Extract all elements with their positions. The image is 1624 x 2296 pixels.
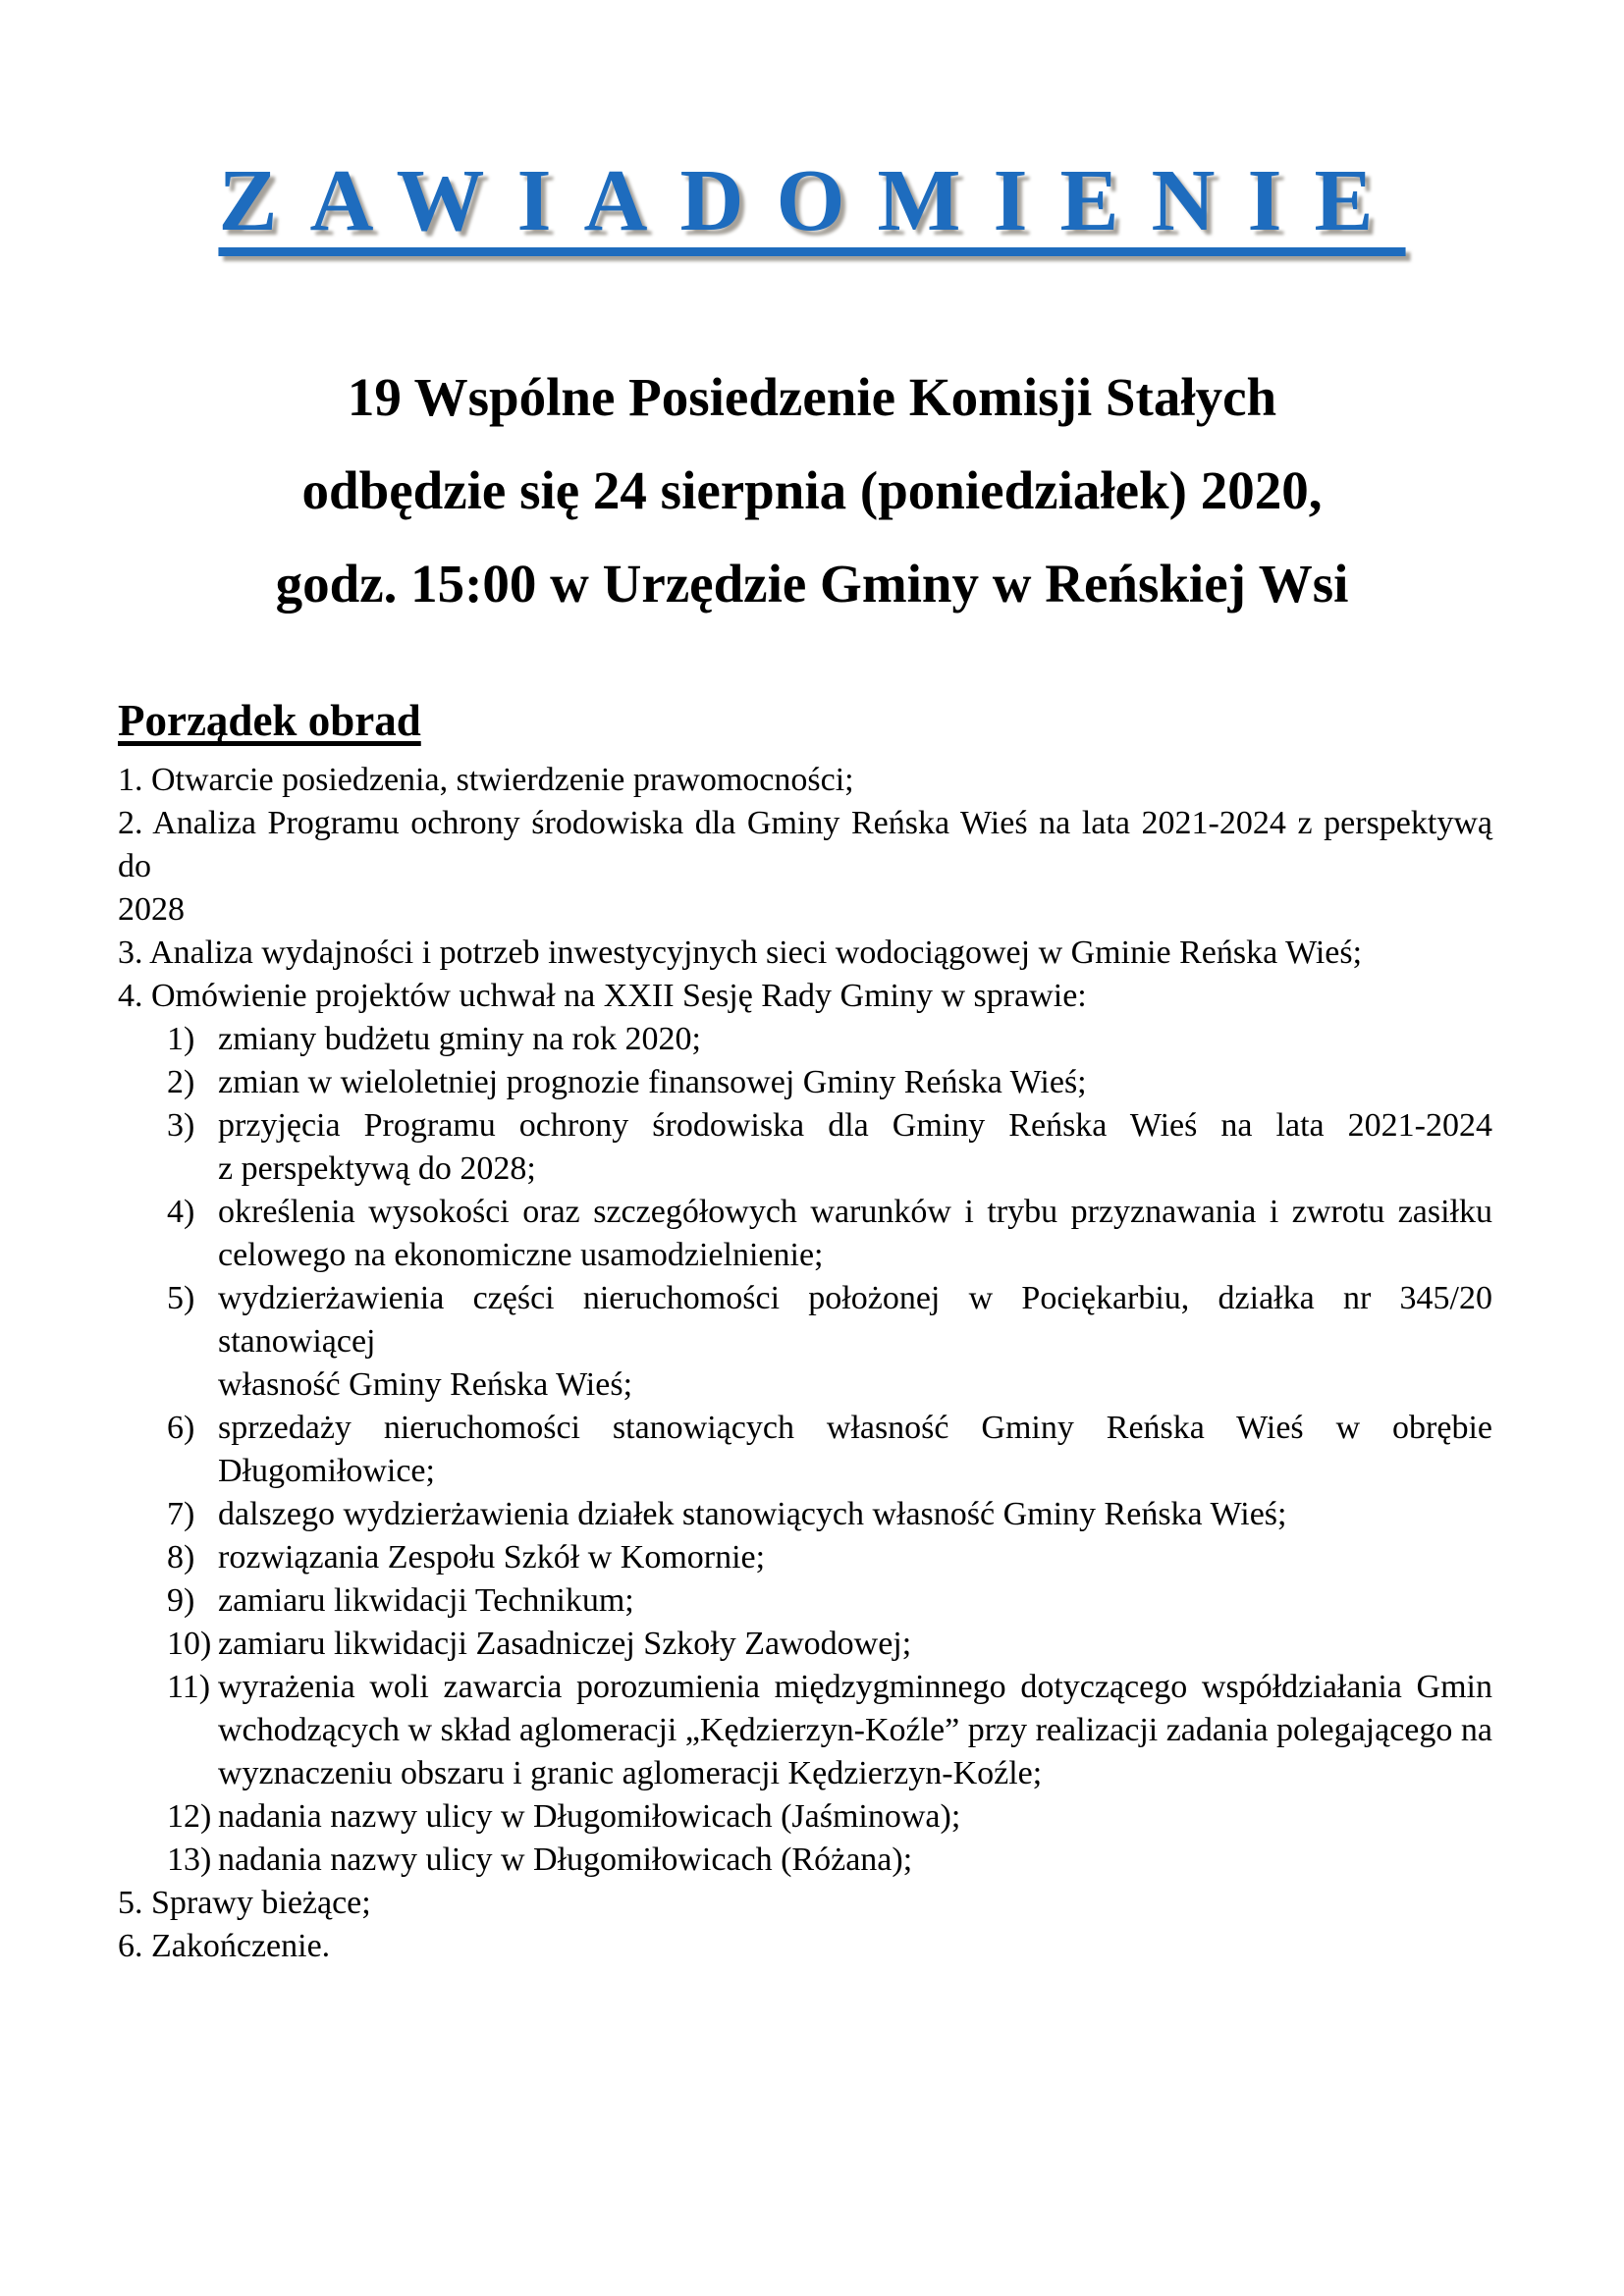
agenda-item bbox=[118, 802, 1492, 932]
agenda-item-line: 3. Analiza wydajności i potrzeb inwestycyjnych sieci wodociągowej w Gminie Reńska Wieś; bbox=[118, 934, 1363, 971]
agenda-item-number: 3) bbox=[167, 1107, 195, 1144]
agenda-item-line: wchodzących w skład aglomeracji „Kędzierzyn-Koźle” przy realizacji zadania polegającego na bbox=[218, 1712, 1492, 1748]
agenda-item bbox=[118, 1623, 1492, 1666]
agenda-item bbox=[118, 1882, 1492, 1925]
agenda-item bbox=[118, 975, 1492, 1018]
agenda-item-line: zamiaru likwidacji Technikum; bbox=[218, 1582, 634, 1619]
agenda-item bbox=[118, 1536, 1492, 1579]
agenda-item bbox=[118, 1925, 1492, 1968]
agenda-item-number: 9) bbox=[167, 1582, 195, 1619]
agenda-item-line: 2. Analiza Programu ochrony środowiska dla Gminy Reńska Wieś na lata 2021-2024 z perspektywą do bbox=[118, 805, 1492, 884]
agenda-item-number: 2) bbox=[167, 1064, 195, 1100]
agenda-item-number: 10) bbox=[167, 1626, 212, 1662]
agenda-item-line: 5. Sprawy bieżące; bbox=[118, 1885, 371, 1921]
agenda-item-line: z perspektywą do 2028; bbox=[218, 1150, 536, 1187]
agenda-item bbox=[118, 1795, 1492, 1839]
agenda-item-number: 8) bbox=[167, 1539, 195, 1575]
agenda-item bbox=[118, 1061, 1492, 1104]
agenda-item-line: celowego na ekonomiczne usamodzielnienie; bbox=[218, 1237, 824, 1273]
agenda-item-line: sprzedaży nieruchomości stanowiących własność Gminy Reńska Wieś w obrębie bbox=[218, 1410, 1492, 1446]
agenda-item bbox=[118, 1579, 1492, 1623]
agenda-item bbox=[118, 932, 1492, 975]
meeting-heading bbox=[118, 350, 1506, 630]
agenda-item-number: 12) bbox=[167, 1798, 212, 1835]
meeting-heading-line-2: odbędzie się 24 sierpnia (poniedziałek) 2020, bbox=[301, 460, 1323, 520]
agenda-item-line: Długomiłowice; bbox=[218, 1453, 435, 1489]
agenda-item bbox=[118, 1277, 1492, 1407]
agenda-item-number: 6) bbox=[167, 1410, 195, 1446]
agenda-item-line: 4. Omówienie projektów uchwał na XXII Sesję Rady Gminy w sprawie: bbox=[118, 978, 1087, 1014]
agenda-item-line: przyjęcia Programu ochrony środowiska dla Gminy Reńska Wieś na lata 2021-2024 bbox=[218, 1107, 1492, 1144]
document-title-text: ZAWIADOMIENIE bbox=[218, 152, 1406, 249]
meeting-heading-line-1: 19 Wspólne Posiedzenie Komisji Stałych bbox=[347, 367, 1277, 427]
agenda-heading bbox=[118, 696, 421, 745]
agenda-item-line: wydzierżawienia części nieruchomości położonej w Pociękarbiu, działka nr 345/20 stanowiącej bbox=[218, 1280, 1492, 1360]
agenda-item bbox=[118, 1493, 1492, 1536]
agenda-item-number: 1) bbox=[167, 1021, 195, 1057]
agenda-item bbox=[118, 1018, 1492, 1061]
agenda-item-line: 1. Otwarcie posiedzenia, stwierdzenie prawomocności; bbox=[118, 762, 854, 798]
agenda-item-number: 7) bbox=[167, 1496, 195, 1532]
agenda-item-line: 6. Zakończenie. bbox=[118, 1928, 331, 1964]
agenda-item-number: 13) bbox=[167, 1842, 212, 1878]
agenda-item-line: nadania nazwy ulicy w Długomiłowicach (Jaśminowa); bbox=[218, 1798, 961, 1835]
agenda-item bbox=[118, 759, 1492, 802]
agenda-item-line: wyrażenia woli zawarcia porozumienia międzygminnego dotyczącego współdziałania Gmin bbox=[218, 1669, 1492, 1705]
agenda-item-line: zmiany budżetu gminy na rok 2020; bbox=[218, 1021, 701, 1057]
document-title bbox=[0, 152, 1624, 249]
agenda-item-line: rozwiązania Zespołu Szkół w Komornie; bbox=[218, 1539, 766, 1575]
agenda-item-line: dalszego wydzierżawienia działek stanowiących własność Gminy Reńska Wieś; bbox=[218, 1496, 1287, 1532]
agenda-item-number: 4) bbox=[167, 1194, 195, 1230]
agenda-item bbox=[118, 1839, 1492, 1882]
agenda-item-line: zamiaru likwidacji Zasadniczej Szkoły Zawodowej; bbox=[218, 1626, 912, 1662]
agenda-item-line: określenia wysokości oraz szczegółowych warunków i trybu przyznawania i zwrotu zasiłku bbox=[218, 1194, 1492, 1230]
agenda-item bbox=[118, 1666, 1492, 1795]
agenda-item bbox=[118, 1191, 1492, 1277]
agenda-item-number: 11) bbox=[167, 1669, 211, 1705]
agenda-item-line: 2028 bbox=[118, 891, 185, 928]
agenda-item bbox=[118, 1104, 1492, 1191]
agenda-item-line: wyznaczeniu obszaru i granic aglomeracji Kędzierzyn-Koźle; bbox=[218, 1755, 1043, 1791]
agenda-item-line: własność Gminy Reńska Wieś; bbox=[218, 1366, 633, 1403]
agenda-item-line: zmian w wieloletniej prognozie finansowej Gminy Reńska Wieś; bbox=[218, 1064, 1087, 1100]
agenda-item-line: nadania nazwy ulicy w Długomiłowicach (Różana); bbox=[218, 1842, 913, 1878]
agenda-heading-text: Porządek obrad bbox=[118, 696, 421, 745]
agenda-item-number: 5) bbox=[167, 1280, 195, 1316]
agenda-list bbox=[118, 759, 1492, 1968]
agenda-item bbox=[118, 1407, 1492, 1493]
meeting-heading-line-3: godz. 15:00 w Urzędzie Gminy w Reńskiej Wsi bbox=[275, 554, 1349, 614]
